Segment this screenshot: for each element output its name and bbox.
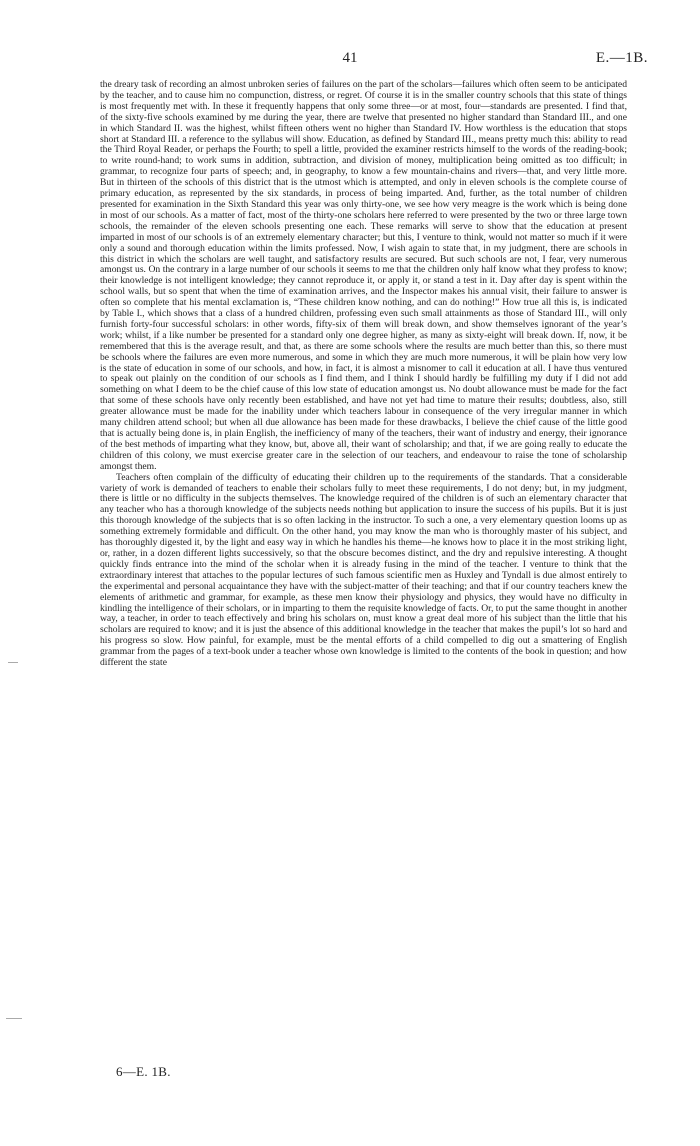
- margin-mark-left-1: [8, 662, 18, 663]
- body-text: [100, 80, 627, 669]
- signature-mark: 6—E. 1B.: [116, 1064, 171, 1079]
- paragraph-2: Teachers often complain of the difficulty of educating their children up to the requirements of the standards. That a considerable variety of work is demanded of teachers to enable their scholars fully to meet these requirements, I do not deny; but, in my judgment, there is little or no difficulty in the subjects themselves. The knowledge required of the children is of such an elementary character that any teacher who has a thorough knowledge of the subjects needs nothing but application to insure the success of his pupils. But it is just this thorough knowledge of the subjects that is so often lacking in the instructor. To such a one, a very elementary question looms up as something extremely formidable and difficult. On the other hand, you may know the man who is thoroughly master of his subject, and has thoroughly digested it, by the light and easy way in which he handles his theme—he knows how to place it in the most striking light, or, rather, in a dozen different lights successively, so that the obscure becomes distinct, and the dry and repulsive interesting. A thought quickly finds entrance into the mind of the scholar when it is already fusing in the mind of the teacher. I venture to think that the extraordinary interest that attaches to the popular lectures of such famous scientific men as Huxley and Tyndall is due almost entirely to the experimental and personal acquaintance they have with the subject-matter of their teaching; and that if our country teachers knew the elements of arithmetic and grammar, for example, as these men know their physiology and physics, they would have no difficulty in kindling the intelligence of their scholars, or in imparting to them the requisite knowledge of facts. Or, to put the same thought in another way, a teacher, in order to teach effectively and bring his scholars on, must know a great deal more of his subject than the little that his scholars are required to know; and it is just the absence of this additional knowledge in the teacher that makes the pupil’s lot so hard and his progress so slow. How painful, for example, must be the mental efforts of a child compelled to dig out a smattering of English grammar from the pages of a text-book under a teacher whose own knowledge is limited to the contents of the book in question; and how different the state: [100, 471, 627, 669]
- paragraph-1: the dreary task of recording an almost unbroken series of failures on the part of the scholars—failures which often seem to be anticipated by the teacher, and to cause him no compunction, distress, or regret. Of course it is in the smaller country schools that this state of things is most frequently met with. In these it frequently happens that only some three—or at most, four—standards are presented. I find that, of the sixty-five schools examined by me during the year, there are twelve that presented no higher standard than Standard III., and one in which Standard II. was the highest, whilst fifteen others went no higher than Standard IV. How worthless is the education that stops short at Standard III. a reference to the syllabus will show. Education, as defined by Standard III., means pretty much this: ability to read the Third Royal Reader, or perhaps the Fourth; to spell a little, provided the examiner restricts himself to the words of the reading-book; to write round-hand; to work sums in addition, subtraction, and division of money, multiplication being omitted as too difficult; in grammar, to recognize four parts of speech; and, in geography, to know a few mountain-chains and rivers—that, and very little more. But in thirteen of the schools of this district that is the utmost which is attempted, and only in eleven schools is the complete course of primary education, as represented by the six standards, in process of being imparted. And, further, as the total number of children presented for examination in the Sixth Standard this year was only thirty-one, we see how very meagre is the work which is being done in most of our schools. As a matter of fact, most of the thirty-one scholars here referred to were presented by the two or three large town schools, the remainder of the eleven schools presenting one each. These remarks will serve to show that the education at present imparted in most of our schools is of an extremely elementary character; but this, I venture to think, would not matter so much if it were only a sound and thorough education within the limits professed. Now, I wish again to state that, in my judgment, there are schools in this district in which the scholars are well taught, and satisfactory results are secured. But such schools are not, I fear, very numerous amongst us. On the contrary in a large number of our schools it seems to me that the children only half know what they profess to know; their knowledge is not intelligent knowledge; they cannot reproduce it, or apply it, or stand a test in it. Day after day is spent within the school walls, but so spent that when the time of examination arrives, and the Inspector makes his annual visit, their failure to answer is often so complete that his mental exclamation is, “These children know nothing, and can do nothing!” How true all this is, is indicated by Table I., which shows that a class of a hundred children, professing even such small attainments as those of Standard III., will only furnish forty-four successful scholars: in other words, fifty-six of them will break down, and show themselves ignorant of the year’s work; whilst, if a like number be presented for a standard only one degree higher, as many as sixty-eight will break down. If, now, it be remembered that this is the average result, and that, as there are some schools where the results are much better than this, so there must be schools where the failures are even more numerous, and some in which they are much more numerous, it will be plain how very low is the state of education in some of our schools, and how, in fact, it is almost a misnomer to call it education at all. I have thus ventured to speak out plainly on the condition of our schools as I find them, and I think I should hardly be fulfilling my duty if I did not add something on what I deem to be the chief cause of this low state of education amongst us. No doubt allowance must be made for the fact that some of these schools have only recently been established, and have not yet had time to mature their results; doubtless, also, still greater allowance must be made for the inability under which teachers labour in consequence of the very irregular manner in which many children attend school; but when all due allowance has been made for these drawbacks, I believe the chief cause of the little good that is actually being done is, in plain English, the inefficiency of many of the teachers, their want of industry and energy, their ignorance of the best methods of imparting what they know, but, above all, their want of scholarship; and that, if we are going really to educate the children of this colony, we must exercise greater care in the selection of our teachers, and endeavour to raise the tone of scholarship amongst them.: [100, 79, 627, 472]
- margin-mark-left-2: [6, 1018, 22, 1019]
- page-number: 41: [342, 50, 358, 66]
- document-reference: E.—1B.: [595, 50, 648, 66]
